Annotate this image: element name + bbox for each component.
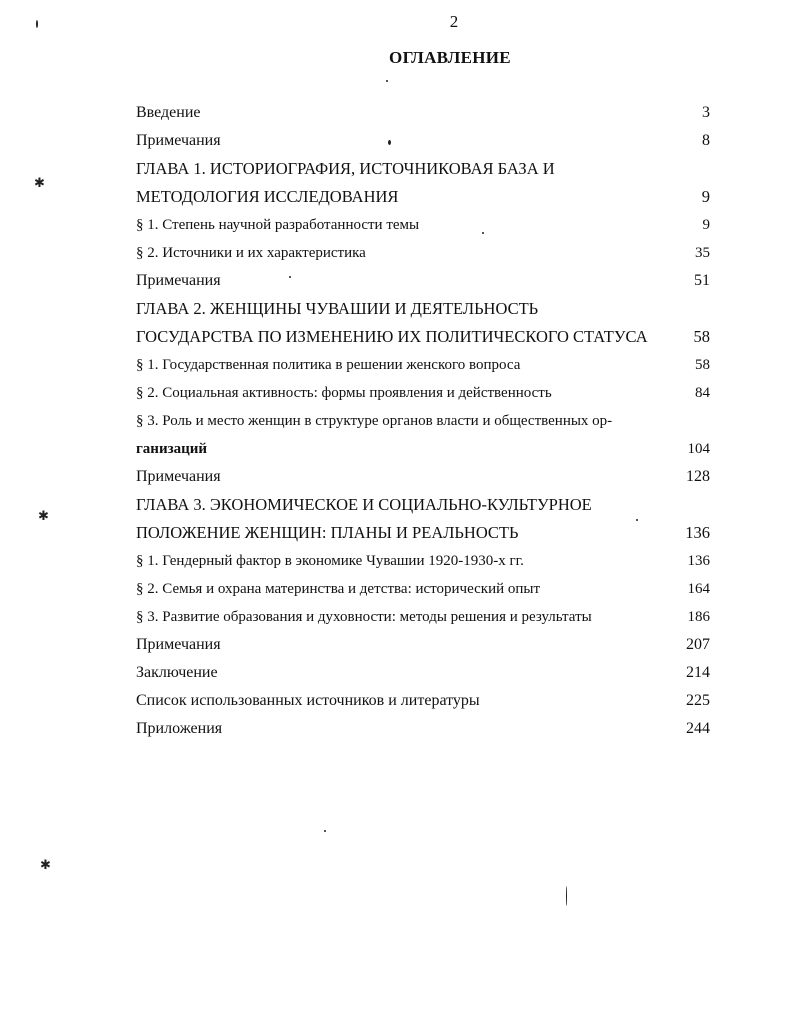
table-of-contents [136,99,712,743]
toc-entry-page: 84 [695,385,710,401]
toc-entry-title: ГЛАВА 3. ЭКОНОМИЧЕСКОЕ И СОЦИАЛЬНО-КУЛЬТУРНОЕ [136,495,592,514]
toc-entry-page: 35 [695,245,710,261]
toc-entry-title: § 2. Социальная активность: формы проявления и действенность [136,385,552,401]
toc-entry-page: 214 [686,664,710,681]
toc-entry-title: § 2. Семья и охрана материнства и детства: исторический опыт [136,581,541,597]
toc-entry [136,519,712,547]
scan-artifact-icon: ✱ [38,508,49,523]
toc-entry-page: 58 [695,357,710,373]
toc-entry [136,631,712,659]
toc-entry-title: Примечания [136,132,221,149]
scan-speck [36,20,38,28]
toc-entry-title: § 1. Государственная политика в решении женского вопроса [136,357,521,373]
toc-entry-title: Примечания [136,468,221,485]
toc-entry [136,99,712,127]
toc-entry [136,379,712,407]
toc-entry-page: 244 [686,720,710,737]
scan-speck [386,80,388,82]
scan-speck [482,232,484,234]
toc-entry-title: ПОЛОЖЕНИЕ ЖЕНЩИН: ПЛАНЫ И РЕАЛЬНОСТЬ [136,523,519,542]
toc-entry [136,183,712,211]
toc-entry-page: 3 [702,104,710,121]
page-number: 2 [449,12,459,31]
toc-entry [136,547,712,575]
toc-entry-title: ГЛАВА 2. ЖЕНЩИНЫ ЧУВАШИИ И ДЕЯТЕЛЬНОСТЬ [136,299,539,318]
toc-entry [136,295,712,323]
scan-speck [636,519,638,521]
toc-entry [136,491,712,519]
toc-entry-title: Приложения [136,720,223,737]
toc-entry-title: § 1. Гендерный фактор в экономике Чувашии 1920-1930-х гг. [136,553,524,569]
toc-entry-title: Примечания [136,272,221,289]
toc-entry-page: 9 [702,217,710,233]
toc-entry [136,463,712,491]
toc-entry [136,687,712,715]
toc-entry-title: МЕТОДОЛОГИЯ ИССЛЕДОВАНИЯ [136,187,399,206]
toc-entry-page: 51 [694,272,710,289]
toc-entry-page: 225 [686,692,710,709]
toc-entry [136,127,712,155]
toc-entry-page: 9 [701,187,710,206]
toc-entry-title: § 1. Степень научной разработанности темы [136,217,420,233]
scan-speck [566,886,567,906]
toc-entry [136,603,712,631]
toc-entry [136,323,712,351]
toc-entry [136,211,712,239]
toc-entry-page: 58 [693,327,710,346]
toc-entry [136,267,712,295]
toc-entry-page: 8 [702,132,710,149]
toc-entry-title: § 2. Источники и их характеристика [136,245,366,261]
toc-entry [136,435,712,463]
toc-entry [136,407,712,435]
toc-entry-page: 136 [685,523,710,542]
scan-speck [388,140,391,145]
toc-entry [136,715,712,743]
page-title: ОГЛАВЛЕНИЕ [389,48,511,67]
toc-entry [136,575,712,603]
scan-speck [324,830,326,832]
toc-entry-title: Примечания [136,636,221,653]
toc-entry [136,659,712,687]
toc-entry-title: Список использованных источников и литературы [136,692,480,709]
toc-entry-title: § 3. Развитие образования и духовности: методы решения и результаты [136,609,592,625]
toc-entry-title: ГОСУДАРСТВА ПО ИЗМЕНЕНИЮ ИХ ПОЛИТИЧЕСКОГО СТАТУСА [136,327,648,346]
toc-entry [136,351,712,379]
toc-entry-title: ганизаций [136,441,208,457]
toc-entry-page: 104 [687,441,710,457]
toc-entry-page: 136 [687,553,710,569]
toc-entry-title: Заключение [136,664,218,681]
scan-speck [289,276,291,278]
toc-entry-title: Введение [136,104,201,121]
toc-entry [136,155,712,183]
toc-entry-page: 164 [687,581,710,597]
toc-entry-title: ГЛАВА 1. ИСТОРИОГРАФИЯ, ИСТОЧНИКОВАЯ БАЗА И [136,159,555,178]
toc-entry-page: 128 [686,468,710,485]
toc-entry [136,239,712,267]
toc-entry-page: 186 [687,609,710,625]
toc-entry-page: 207 [686,636,710,653]
scan-artifact-icon: ✱ [34,175,45,190]
toc-entry-title: § 3. Роль и место женщин в структуре органов власти и общественных ор- [136,413,613,429]
scan-artifact-icon: ✱ [40,857,51,872]
